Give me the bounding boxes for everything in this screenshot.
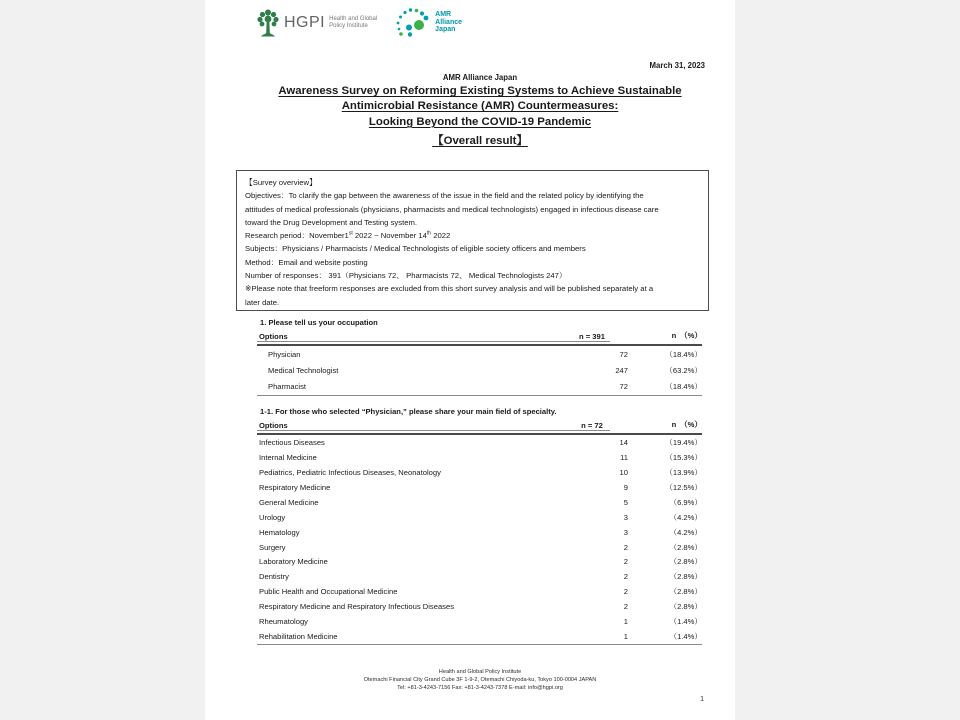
- option-label: Public Health and Occupational Medicine: [259, 587, 398, 597]
- option-label: Hematology: [259, 527, 300, 537]
- hgpi-logo: [255, 8, 377, 38]
- page-number: 1: [700, 694, 705, 703]
- amr-wordmark-line2: Alliance: [435, 18, 463, 26]
- research-period-post: 2022: [431, 231, 451, 241]
- header-rule: [257, 341, 610, 342]
- percent-value: （1.4%）: [669, 617, 702, 627]
- question-1-section: [257, 318, 702, 396]
- table-row: [257, 346, 702, 362]
- options-header: Options: [259, 332, 288, 341]
- percent-value: （63.2%）: [665, 366, 702, 376]
- option-label: Pediatrics, Pediatric Infectious Diseases, Neonatology: [259, 467, 441, 477]
- overview-objectives-line1: Objectives：To clarify the gap between the awareness of the issue in the field and the related policy by identifying the: [245, 191, 644, 201]
- percent-value: （6.9%）: [669, 497, 702, 507]
- title-line-1: Awareness Survey on Reforming Existing Systems to Achieve Sustainable: [278, 85, 682, 97]
- n-pct-header: n （%）: [671, 331, 702, 340]
- table-question: 1. Please tell us your occupation: [260, 318, 378, 327]
- count-value: 5: [623, 497, 628, 507]
- options-header: Options: [259, 421, 288, 430]
- table-row: [257, 599, 702, 614]
- option-label: Respiratory Medicine: [259, 482, 331, 492]
- percent-value: （4.2%）: [669, 512, 702, 522]
- table-body: [257, 346, 702, 396]
- table-row: [257, 510, 702, 525]
- footer-contact: Tel: +81-3-4243-7156 Fax: +81-3-4243-7378 E-mail: info@hgpi.org: [397, 685, 563, 692]
- table-row: [257, 525, 702, 540]
- footer-org: Health and Global Policy Institute: [438, 669, 522, 675]
- percent-value: （2.8%）: [669, 602, 702, 612]
- amr-dots-icon: [395, 7, 433, 39]
- footer-address: Otemachi Financial City Grand Cube 3F 1-9-2, Otemachi Chiyoda-ku, Tokyo 100-0004 JAPAN: [363, 677, 597, 684]
- count-value: 72: [619, 349, 628, 359]
- research-period-mid: 2022 ~ November 14: [352, 231, 427, 241]
- research-period-sup2: th: [426, 230, 432, 237]
- org-name: AMR Alliance Japan: [442, 73, 518, 82]
- table-row: [257, 569, 702, 584]
- overview-method: Method：Email and website posting: [245, 257, 368, 267]
- option-label: General Medicine: [259, 497, 319, 507]
- percent-value: （2.8%）: [669, 572, 702, 582]
- document-date: March 31, 2023: [649, 61, 705, 70]
- percent-value: （12.5%）: [665, 482, 702, 492]
- n-pct-header: n （%）: [671, 420, 702, 429]
- percent-value: （2.8%）: [669, 557, 702, 567]
- overview-subjects: Subjects：Physicians / Pharmacists / Medical Technologists of eligible society officers and members: [245, 244, 586, 254]
- hgpi-wordmark: HGPI: [284, 14, 326, 31]
- overview-objectives-line2: attitudes of medical professionals (physicians, pharmacists and medical technologists) engaged in infectious disease care: [245, 204, 659, 214]
- overall-result-label: 【Overall result】: [432, 134, 528, 147]
- count-value: 72: [619, 382, 628, 392]
- option-label: Dentistry: [259, 572, 289, 582]
- document-page: [205, 0, 735, 720]
- option-label: Urology: [259, 512, 286, 522]
- research-period-text: Research period：November1: [245, 231, 349, 241]
- title-line-3: Looking Beyond the COVID-19 Pandemic: [368, 115, 592, 128]
- question-1-1-section: [257, 407, 702, 645]
- table-row: [257, 629, 702, 644]
- table-body: [257, 435, 702, 645]
- overview-note-line2: later date.: [245, 297, 280, 307]
- table-row: [257, 614, 702, 629]
- hgpi-tagline-line2: Policy Institute: [329, 23, 368, 29]
- percent-value: （1.4%）: [669, 632, 702, 642]
- n-total-header: n = 391: [579, 332, 605, 341]
- count-value: 3: [623, 512, 628, 522]
- hgpi-tagline-line1: Health and Global: [329, 16, 378, 22]
- option-label: Rheumatology: [259, 617, 308, 627]
- percent-value: （13.9%）: [665, 467, 702, 477]
- count-value: 2: [623, 587, 628, 597]
- overview-research-period: [245, 229, 700, 242]
- count-value: 9: [623, 482, 628, 492]
- page-footer: [225, 668, 735, 692]
- amr-wordmark-line1: AMR: [435, 11, 452, 18]
- table-header: [257, 330, 702, 346]
- percent-value: （18.4%）: [665, 382, 702, 392]
- count-value: 247: [615, 366, 628, 376]
- overview-heading: 【Survey overview】: [245, 178, 317, 187]
- overview-objectives-line3: toward the Drug Development and Testing system.: [245, 217, 418, 227]
- hgpi-tagline: [329, 16, 377, 30]
- percent-value: （4.2%）: [669, 527, 702, 537]
- option-label: Physician: [268, 349, 301, 359]
- table-row: [257, 540, 702, 555]
- research-period-sup1: st: [348, 230, 353, 237]
- count-value: 14: [619, 437, 628, 447]
- table-row: [257, 435, 702, 450]
- hgpi-tree-icon: [255, 8, 281, 38]
- option-label: Internal Medicine: [259, 452, 317, 462]
- option-label: Infectious Diseases: [259, 437, 325, 447]
- count-value: 2: [623, 542, 628, 552]
- table-row: [257, 362, 702, 378]
- n-total-header: n = 72: [581, 421, 603, 430]
- title-line-2: Antimicrobial Resistance (AMR) Countermeasures:: [341, 100, 619, 113]
- count-value: 2: [623, 557, 628, 567]
- table-question: 1-1. For those who selected “Physician,” please share your main field of specialty.: [260, 407, 557, 416]
- table-row: [257, 555, 702, 570]
- percent-value: （2.8%）: [669, 587, 702, 597]
- option-label: Surgery: [259, 542, 286, 552]
- table-row: [257, 495, 702, 510]
- option-label: Rehabilitation Medicine: [259, 632, 338, 642]
- count-value: 1: [623, 617, 628, 627]
- table-row: [257, 584, 702, 599]
- table-row: [257, 450, 702, 465]
- table-row: [257, 379, 702, 395]
- count-value: 10: [619, 467, 628, 477]
- amr-wordmark: [435, 11, 462, 34]
- amr-alliance-logo: [395, 7, 462, 39]
- count-value: 2: [623, 602, 628, 612]
- overview-note-line1: ※Please note that freeform responses are excluded from this short survey analysis and will be published separately at a: [245, 284, 654, 294]
- percent-value: （19.4%）: [665, 437, 702, 447]
- option-label: Medical Technologist: [268, 366, 339, 376]
- count-value: 11: [620, 452, 628, 462]
- table-row: [257, 465, 702, 480]
- header-rule: [257, 430, 610, 431]
- header-logos: [255, 7, 462, 39]
- percent-value: （15.3%）: [665, 452, 702, 462]
- percent-value: （2.8%）: [669, 542, 702, 552]
- overview-responses: Number of responses： 391（Physicians 72、 Pharmacists 72、 Medical Technologists 247）: [245, 271, 567, 281]
- option-label: Respiratory Medicine and Respiratory Infectious Diseases: [259, 602, 454, 612]
- table-header: [257, 419, 702, 435]
- count-value: 2: [623, 572, 628, 582]
- count-value: 1: [623, 632, 628, 642]
- option-label: Pharmacist: [268, 382, 306, 392]
- survey-overview-box: [236, 170, 709, 311]
- document-title: [225, 84, 735, 149]
- count-value: 3: [623, 527, 628, 537]
- amr-wordmark-line3: Japan: [435, 26, 456, 34]
- option-label: Laboratory Medicine: [259, 557, 328, 567]
- table-row: [257, 480, 702, 495]
- percent-value: （18.4%）: [665, 349, 702, 359]
